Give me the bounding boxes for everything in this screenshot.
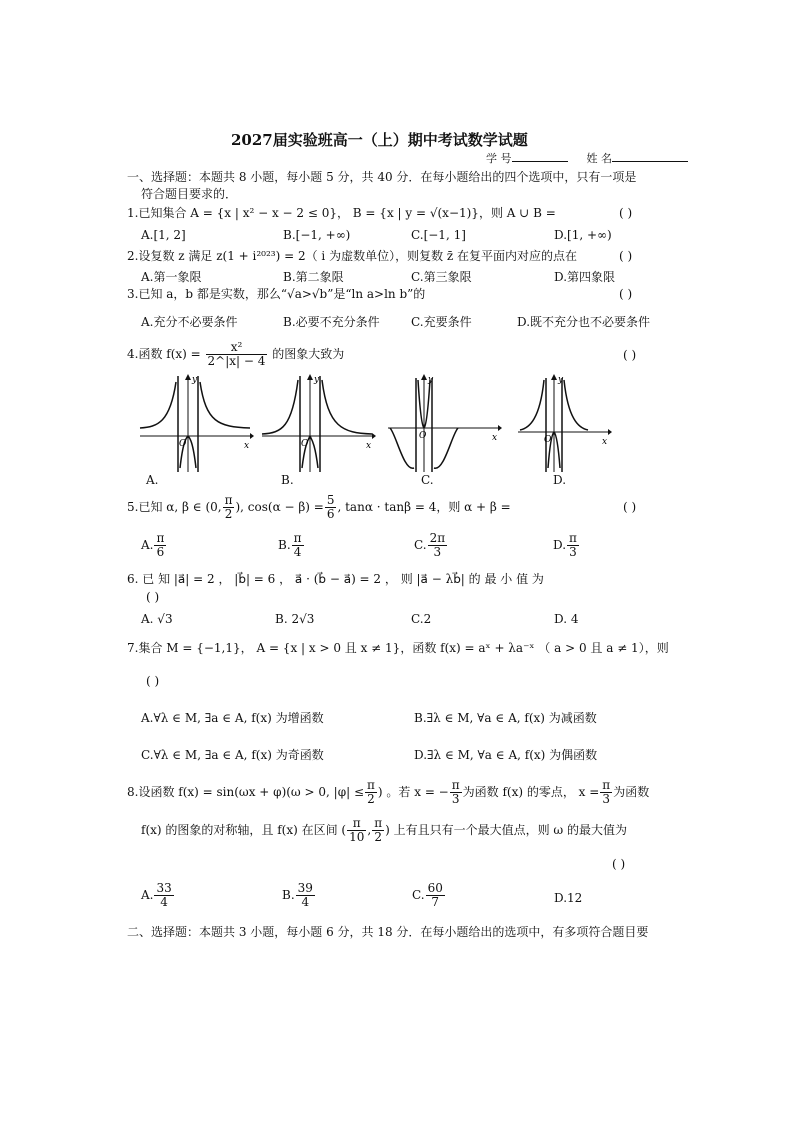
q3-answer-paren: ( ) <box>619 287 633 301</box>
q3-stem: 3.已知 a，b 都是实数，那么“√a>√b”是“ln a>ln b”的 <box>127 287 426 301</box>
q6-option-a: A. √3 <box>141 612 173 626</box>
q5-option-d: D. $\frac{\pi}{3}$ <box>553 531 577 559</box>
q4-graph-c <box>386 372 502 472</box>
q5-answer-paren: ( ) <box>623 500 637 514</box>
q6-option-b: B. 2√3 <box>275 612 315 626</box>
curve-right <box>200 382 250 428</box>
student-id-field <box>486 151 688 166</box>
q7-option-c: C.∀λ ∈ M, ∃a ∈ A, f(x) 为奇函数 <box>141 748 324 762</box>
q3-option-a: A.充分不必要条件 <box>141 315 238 329</box>
q4-stem-prefix: 4.函数 f(x) = <box>127 347 201 361</box>
q2-stem: 2.设复数 z 满足 z(1 + i²⁰²³) = 2（ i 为虚数单位），则复数 z̄ 在复平面内对应的点在 <box>127 249 578 263</box>
svg-text:y: y <box>314 375 320 385</box>
q4-graph-d <box>516 372 632 472</box>
q2-option-a: A.第一象限 <box>141 270 202 284</box>
q7-option-b: B.∃λ ∈ M, ∀a ∈ A, f(x) 为减函数 <box>414 711 597 725</box>
q4-option-a: A. <box>146 473 159 487</box>
q2-option-c: C.第三象限 <box>411 270 472 284</box>
q3-option-c: C.充要条件 <box>411 315 472 329</box>
svg-text:O: O <box>419 431 427 441</box>
q8-stem-line2: f(x) 的图象的对称轴，且 f(x) 在区间 ( $\frac{\pi}{10}$ , $\frac{\pi}{2}$ ) 上有且只有一个最大值点，则 ω 的最大值为 <box>141 816 628 844</box>
q5-option-a: A. $\frac{\pi}{6}$ <box>141 531 165 559</box>
q6-option-c: C.2 <box>411 612 432 626</box>
q6-option-d: D. 4 <box>554 612 579 626</box>
q4-frac-den: 2^|x| − 4 <box>207 354 266 368</box>
student-id-label: 学 号 <box>486 152 512 165</box>
svg-text:y: y <box>558 375 564 385</box>
q4-stem-suffix: 的图象大致为 <box>272 347 345 361</box>
section1-heading: 一、选择题：本题共 8 小题，每小题 5 分，共 40 分．在每小题给出的四个选项中，只有一项是 <box>127 170 637 184</box>
svg-text:y: y <box>428 375 434 385</box>
q6-answer-paren: ( ) <box>146 590 160 604</box>
svg-text:x: x <box>492 433 498 443</box>
q7-option-d: D.∃λ ∈ M, ∀a ∈ A, f(x) 为偶函数 <box>414 748 598 762</box>
q8-option-c: C. $\frac{60}{7}$ <box>412 881 443 909</box>
q4-answer-paren: ( ) <box>623 348 637 362</box>
q4-frac-num: x² <box>206 341 268 355</box>
q2-option-d: D.第四象限 <box>554 270 616 284</box>
q4-graph-a <box>138 372 254 472</box>
q1-option-d: D.[1, +∞) <box>554 228 612 242</box>
q8-option-b: B. $\frac{39}{4}$ <box>282 881 313 909</box>
q5-stem: 5.已知 α, β ∈ (0, $\frac{\pi}{2}$ ), cos(α − β) = $\frac{5}{6}$ , tanα · tanβ = 4，则 α + β = <box>127 493 511 521</box>
origin-label: O <box>179 439 187 449</box>
q4-fraction <box>206 341 268 368</box>
q2-option-b: B.第二象限 <box>283 270 344 284</box>
q4-option-d: D. <box>553 473 567 487</box>
q8-option-a: A. $\frac{33}{4}$ <box>141 881 172 909</box>
svg-text:x: x <box>602 437 608 447</box>
q1-stem: 1.已知集合 A = {x | x² − x − 2 ≤ 0}， B = {x | y = √(x−1)}，则 A ∪ B = <box>127 206 556 220</box>
q8-stem-line1: 8.设函数 f(x) = sin(ωx + φ)(ω > 0, |φ| ≤ $\frac{\pi}{2}$ ) 。若 x = − $\frac{\pi}{3}$ 为函数 f(x) 的零点， x = $\frac{\pi}{3}$ 为函数 <box>127 778 650 806</box>
q5-option-c: C. $\frac{2\pi}{3}$ <box>414 531 446 559</box>
svg-text:O: O <box>544 435 552 445</box>
page-title: 2027届实验班高一（上）期中考试数学试题 <box>231 131 528 149</box>
q1-option-a: A.[1, 2] <box>141 228 186 242</box>
q1-option-b: B.[−1, +∞) <box>283 228 351 242</box>
section1-heading-cont: 符合题目要求的． <box>141 187 238 201</box>
name-label: 姓 名 <box>586 152 612 165</box>
y-label: y <box>192 375 198 385</box>
section2-heading: 二、选择题：本题共 3 小题，每小题 6 分，共 18 分．在每小题给出的选项中，有多项符合题目要 <box>127 925 649 939</box>
name-blank <box>612 151 688 162</box>
svg-text:O: O <box>301 439 309 449</box>
x-label: x <box>244 441 250 451</box>
q4-option-c: C. <box>421 473 434 487</box>
q6-stem: 6. 已 知 |a⃗| = 2 ， |b⃗| = 6 ， a⃗ · (b⃗ − a⃗) = 2 ， 则 |a⃗ − λb⃗| 的 最 小 值 为 <box>127 572 544 586</box>
q7-option-a: A.∀λ ∈ M, ∃a ∈ A, f(x) 为增函数 <box>141 711 324 725</box>
q7-answer-paren: ( ) <box>146 674 160 688</box>
curve-left <box>140 382 176 428</box>
q3-option-b: B.必要不充分条件 <box>283 315 380 329</box>
q2-answer-paren: ( ) <box>619 249 633 263</box>
q1-option-c: C.[−1, 1] <box>411 228 466 242</box>
student-id-blank <box>512 151 568 162</box>
q1-answer-paren: ( ) <box>619 206 633 220</box>
q4-graph-b <box>260 372 376 472</box>
q4-option-b: B. <box>281 473 294 487</box>
svg-text:x: x <box>366 441 372 451</box>
q8-option-d: D.12 <box>554 891 583 905</box>
q4-stem <box>127 339 344 369</box>
q3-option-d: D.既不充分也不必要条件 <box>517 315 651 329</box>
q8-answer-paren: ( ) <box>612 857 626 871</box>
q5-option-b: B. $\frac{\pi}{4}$ <box>278 531 302 559</box>
q7-stem: 7.集合 M = {−1,1}， A = {x | x > 0 且 x ≠ 1}，函数 f(x) = aˣ + λa⁻ˣ （ a > 0 且 a ≠ 1），则 <box>127 641 669 655</box>
